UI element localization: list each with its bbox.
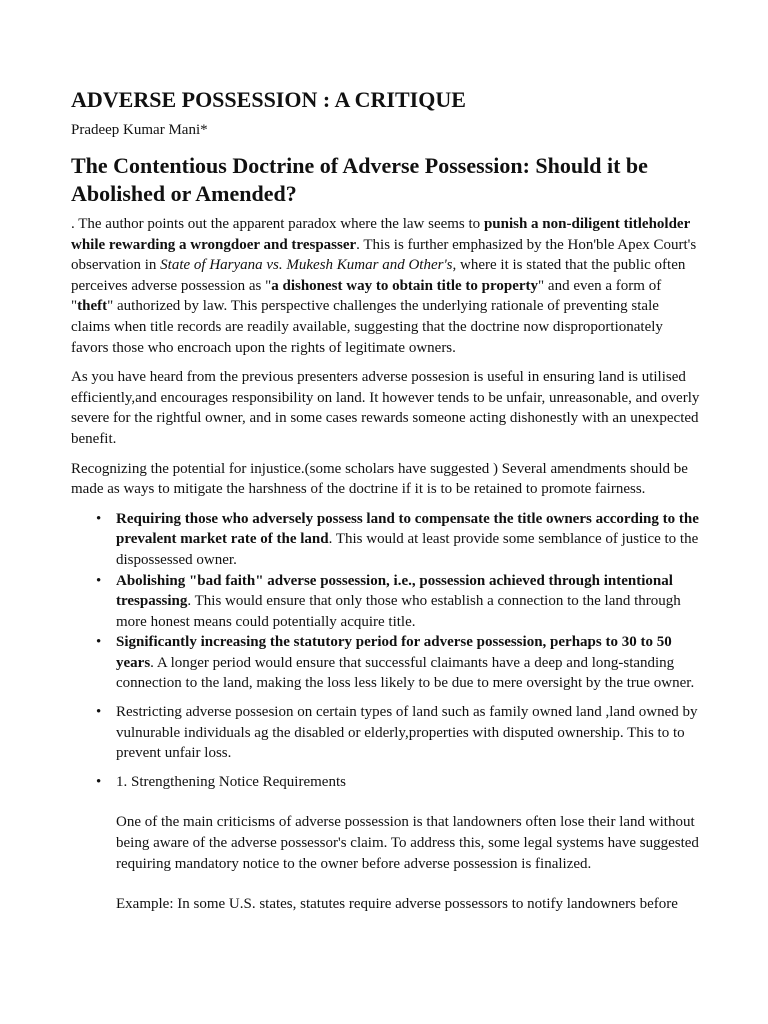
list-item — [96, 632, 700, 694]
list-item-bold: Significantly increasing the statutory period for adverse possession, perhaps to 30 to 50 years — [116, 634, 672, 671]
document-title: ADVERSE POSSESSION : A CRITIQUE — [71, 87, 466, 112]
amendments-list — [71, 509, 700, 915]
paragraph-1-text-4: " and even a form of " — [71, 277, 662, 315]
paragraph-1-text-1: . The author points out the apparent paradox where the law seems to — [71, 216, 484, 232]
list-item-bold: Requiring those who adversely possess land to compensate the title owners according to the prevalent market rate of the land — [116, 510, 699, 548]
bullet-icon: • — [96, 773, 102, 790]
list-item-bold: Abolishing "bad faith" adverse possession, i.e., possession achieved through intentional trespassing — [116, 572, 673, 610]
list-item — [96, 571, 700, 633]
case-citation: State of Haryana vs. Mukesh Kumar and Other's, — [160, 257, 457, 274]
paragraph-1-bold-3: theft — [77, 298, 108, 315]
notice-example-paragraph: Example: In some U.S. states, statutes require adverse possessors to notify landowners before — [116, 896, 678, 913]
author-name: Pradeep Kumar Mani* — [71, 122, 208, 138]
list-item — [96, 702, 700, 764]
bullet-icon: • — [96, 704, 102, 721]
list-item — [96, 509, 700, 571]
bullet-icon: • — [96, 510, 102, 527]
list-item-text: 1. Strengthening Notice Requirements — [116, 773, 346, 790]
paragraph-1 — [71, 214, 700, 358]
bullet-icon: • — [96, 572, 102, 589]
paragraph-1-bold-2: a dishonest way to obtain title to property — [271, 277, 539, 294]
list-item-text: . This would at least provide some semblance of justice to the dispossessed owner. — [116, 531, 699, 568]
list-item — [96, 772, 700, 915]
paragraph-1-bold-1: punish a non-diligent titleholder while rewarding a wrongdoer and trespasser — [71, 216, 690, 253]
paragraph-1-text-2: . This is further emphasized by the Hon'ble Apex Court's observation in — [71, 236, 697, 274]
notice-requirements-paragraph: One of the main criticisms of adverse possession is that landowners often lose their land without being aware of the adverse possessor's claim. To address this, some legal systems have suggested requiring mandatory notice to the owner before adverse possession is finalized. — [116, 814, 699, 872]
paragraph-1-text-3: where it is stated that the public often perceives adverse possession as " — [71, 257, 686, 294]
bullet-icon: • — [96, 634, 102, 651]
section-heading: The Contentious Doctrine of Adverse Possession: Should it be Abolished or Amended? — [71, 153, 648, 206]
paragraph-1-text-5: " authorized by law. This perspective challenges the underlying rationale of preventing stale claims when title records are readily available, suggesting that the doctrine now disproportionately favors those who encroach upon the rights of legitimate owners. — [71, 298, 663, 356]
paragraph-3: Recognizing the potential for injustice.(some scholars have suggested ) Several amendments should be made as ways to mitigate the harshness of the doctrine if it is to be retained to promote fairness. — [71, 460, 688, 498]
paragraph-2: As you have heard from the previous presenters adverse possesion is useful in ensuring land is utilised efficiently,and encourages responsibility on land. It however tends to be unfair, unreasonable, and overly severe for the rightful owner, and in some cases rewards someone acting dishonestly with an unexpected benefit. — [71, 369, 700, 447]
list-item-text: . A longer period would ensure that successful claimants have a deep and long-standing connection to the land, making the loss less likely to be due to mere oversight by the true owner. — [116, 654, 695, 692]
list-item-text: Restricting adverse possesion on certain types of land such as family owned land ,land owned by vulnurable individuals ag the disabled or elderly,properties with disputed ownership. This to to prevent unfair loss. — [116, 704, 698, 762]
list-item-text: . This would ensure that only those who establish a connection to the land through more honest means could potentially acquire title. — [116, 593, 681, 630]
